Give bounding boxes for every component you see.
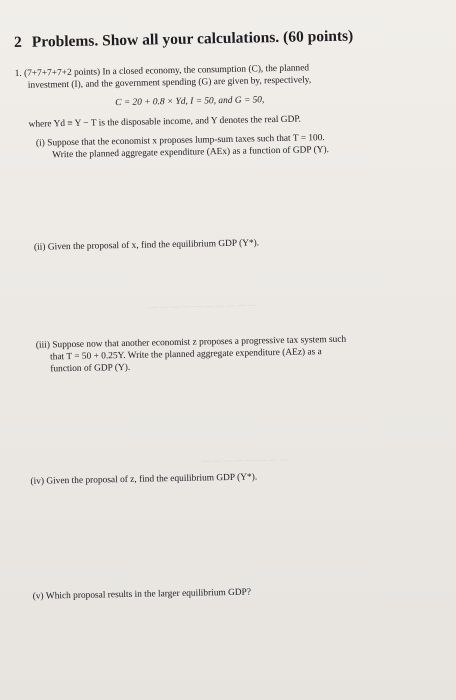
section-number: 2 bbox=[13, 33, 22, 52]
part-iv-line-1: (iv) Given the proposal of z, find the equilibrium GDP (Y*). bbox=[30, 472, 258, 487]
bleed-through-text: — — — — — — — — — — bbox=[149, 299, 258, 312]
part-i-line-2: Write the planned aggregate expenditure (AEx) as a function of GDP (Y). bbox=[52, 145, 330, 161]
part-iii-line-3: function of GDP (Y). bbox=[50, 362, 131, 375]
part-i-line-1: (i) Suppose that the economist x proposes lump-sum taxes such that T = 100. bbox=[35, 133, 325, 149]
part-iii-line-2: that T = 50 + 0.25Y. Write the planned aggregate expenditure (AEz) as a bbox=[50, 347, 322, 363]
part-iii-line-1: (iii) Suppose now that another economist z proposes a progressive tax system such bbox=[35, 334, 347, 351]
section-heading bbox=[14, 28, 354, 53]
model-equations: C = 20 + 0.8 × Yd, I = 50, and G = 50, bbox=[115, 95, 265, 109]
problem-1-intro-line-2: investment (I), and the government spending (G) are given by, respectively, bbox=[27, 75, 312, 91]
part-v-line-1: (v) Which proposal results in the larger equilibrium GDP? bbox=[32, 587, 252, 602]
section-title: Problems. Show all your calculations. (60 points) bbox=[31, 27, 354, 51]
problem-1-intro-line-1: 1. (7+7+7+7+2 points) In a closed economy, the consumption (C), the planned bbox=[14, 63, 310, 80]
part-ii-line-1: (ii) Given the proposal of x, find the equilibrium GDP (Y*). bbox=[33, 238, 260, 253]
bleed-through-text-2: — — — — — — — — bbox=[202, 453, 289, 466]
disposable-income-definition: where Yd ≡ Y − T is the disposable income, and Y denotes the real GDP. bbox=[28, 114, 301, 130]
